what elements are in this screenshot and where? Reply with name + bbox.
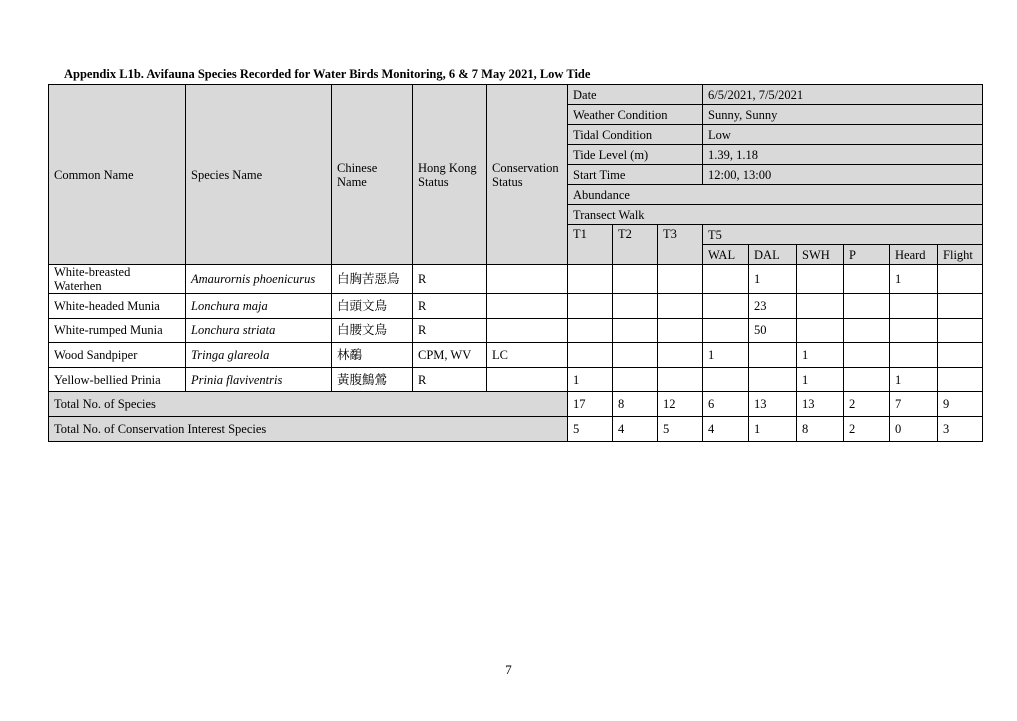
start-time-value: 12:00, 13:00 (703, 165, 983, 185)
count-cell-t1: 1 (568, 367, 613, 392)
species-row (49, 265, 983, 294)
hk-status-cell: R (413, 294, 487, 319)
hk-status-cell: R (413, 265, 487, 294)
count-cell-dal (749, 367, 797, 392)
count-cell-wal (703, 318, 749, 343)
species-row (49, 318, 983, 343)
chinese-name-cell: 黃腹鷦鶯 (332, 367, 413, 392)
count-cell-swh: 1 (797, 367, 844, 392)
species-name-cell: Tringa glareola (186, 343, 332, 368)
total-cell-t1: 5 (568, 416, 613, 441)
count-cell-swh (797, 294, 844, 319)
count-cell-t3 (658, 343, 703, 368)
total-cell-t2: 4 (613, 416, 658, 441)
count-cell-heard: 1 (890, 367, 938, 392)
total-cell-swh: 8 (797, 416, 844, 441)
total-cell-swh: 13 (797, 392, 844, 417)
species-row (49, 343, 983, 368)
tide-level-value: 1.39, 1.18 (703, 145, 983, 165)
totals-label: Total No. of Conservation Interest Species (49, 416, 568, 441)
chinese-name-cell: 白胸苦惡鳥 (332, 265, 413, 294)
count-cell-flight (938, 343, 983, 368)
count-cell-dal: 23 (749, 294, 797, 319)
count-cell-t2 (613, 318, 658, 343)
count-cell-t3 (658, 265, 703, 294)
abundance-label: Abundance (568, 185, 983, 205)
count-cell-flight (938, 318, 983, 343)
tide-level-label: Tide Level (m) (568, 145, 703, 165)
appendix-title: Appendix L1b. Avifauna Species Recorded for Water Birds Monitoring, 6 & 7 May 2021, Low Tide (64, 67, 591, 81)
count-cell-swh: 1 (797, 343, 844, 368)
count-cell-heard (890, 294, 938, 319)
count-cell-t2 (613, 343, 658, 368)
count-cell-t3 (658, 367, 703, 392)
count-cell-dal: 50 (749, 318, 797, 343)
count-cell-swh (797, 265, 844, 294)
avifauna-table (48, 84, 983, 442)
conservation-status-cell (487, 265, 568, 294)
count-cell-p (844, 294, 890, 319)
header-heard: Heard (890, 245, 938, 265)
count-cell-heard (890, 318, 938, 343)
count-cell-p (844, 343, 890, 368)
header-t5: T5 (703, 225, 983, 245)
common-name-cell: White-breasted Waterhen (49, 265, 186, 294)
hk-status-cell: R (413, 318, 487, 343)
hk-status-cell: R (413, 367, 487, 392)
totals-body (49, 392, 983, 441)
weather-label: Weather Condition (568, 105, 703, 125)
total-cell-t3: 5 (658, 416, 703, 441)
count-cell-heard (890, 343, 938, 368)
total-cell-t2: 8 (613, 392, 658, 417)
header-swh: SWH (797, 245, 844, 265)
count-cell-t1 (568, 318, 613, 343)
count-cell-wal: 1 (703, 343, 749, 368)
count-cell-wal (703, 294, 749, 319)
totals-row (49, 392, 983, 417)
total-cell-flight: 9 (938, 392, 983, 417)
date-label: Date (568, 85, 703, 105)
count-cell-flight (938, 294, 983, 319)
count-cell-t2 (613, 265, 658, 294)
count-cell-t2 (613, 294, 658, 319)
conservation-status-cell (487, 318, 568, 343)
header-chinese-name: Chinese Name (332, 85, 413, 265)
header-hk-status: Hong Kong Status (413, 85, 487, 265)
common-name-cell: White-headed Munia (49, 294, 186, 319)
header-row-date (49, 85, 983, 105)
header-t1: T1 (568, 225, 613, 265)
common-name-cell: White-rumped Munia (49, 318, 186, 343)
count-cell-dal: 1 (749, 265, 797, 294)
conservation-status-cell: LC (487, 343, 568, 368)
total-cell-heard: 0 (890, 416, 938, 441)
count-cell-swh (797, 318, 844, 343)
count-cell-flight (938, 265, 983, 294)
start-time-label: Start Time (568, 165, 703, 185)
total-cell-p: 2 (844, 392, 890, 417)
count-cell-t1 (568, 265, 613, 294)
common-name-cell: Yellow-bellied Prinia (49, 367, 186, 392)
transect-walk-label: Transect Walk (568, 205, 983, 225)
header-wal: WAL (703, 245, 749, 265)
header-p: P (844, 245, 890, 265)
hk-status-cell: CPM, WV (413, 343, 487, 368)
count-cell-p (844, 367, 890, 392)
total-cell-p: 2 (844, 416, 890, 441)
count-cell-p (844, 318, 890, 343)
count-cell-wal (703, 367, 749, 392)
count-cell-t1 (568, 294, 613, 319)
species-name-cell: Amaurornis phoenicurus (186, 265, 332, 294)
weather-value: Sunny, Sunny (703, 105, 983, 125)
header-t3: T3 (658, 225, 703, 265)
total-cell-flight: 3 (938, 416, 983, 441)
count-cell-heard: 1 (890, 265, 938, 294)
chinese-name-cell: 林鷸 (332, 343, 413, 368)
species-name-cell: Lonchura maja (186, 294, 332, 319)
total-cell-t1: 17 (568, 392, 613, 417)
total-cell-heard: 7 (890, 392, 938, 417)
species-name-cell: Prinia flaviventris (186, 367, 332, 392)
tidal-value: Low (703, 125, 983, 145)
chinese-name-cell: 白頭文鳥 (332, 294, 413, 319)
common-name-cell: Wood Sandpiper (49, 343, 186, 368)
count-cell-dal (749, 343, 797, 368)
total-cell-t3: 12 (658, 392, 703, 417)
page-number: 7 (505, 662, 512, 677)
count-cell-t2 (613, 367, 658, 392)
header-common-name: Common Name (49, 85, 186, 265)
tidal-label: Tidal Condition (568, 125, 703, 145)
count-cell-flight (938, 367, 983, 392)
chinese-name-cell: 白腰文鳥 (332, 318, 413, 343)
header-conservation-status: Conservation Status (487, 85, 568, 265)
total-cell-wal: 6 (703, 392, 749, 417)
totals-row (49, 416, 983, 441)
conservation-status-cell (487, 367, 568, 392)
conservation-status-cell (487, 294, 568, 319)
count-cell-p (844, 265, 890, 294)
count-cell-wal (703, 265, 749, 294)
totals-label: Total No. of Species (49, 392, 568, 417)
header-species-name: Species Name (186, 85, 332, 265)
count-cell-t1 (568, 343, 613, 368)
header-dal: DAL (749, 245, 797, 265)
species-row (49, 294, 983, 319)
count-cell-t3 (658, 318, 703, 343)
header-t2: T2 (613, 225, 658, 265)
total-cell-wal: 4 (703, 416, 749, 441)
total-cell-dal: 13 (749, 392, 797, 417)
species-body (49, 265, 983, 392)
date-value: 6/5/2021, 7/5/2021 (703, 85, 983, 105)
species-name-cell: Lonchura striata (186, 318, 332, 343)
species-row (49, 367, 983, 392)
header-flight: Flight (938, 245, 983, 265)
count-cell-t3 (658, 294, 703, 319)
total-cell-dal: 1 (749, 416, 797, 441)
